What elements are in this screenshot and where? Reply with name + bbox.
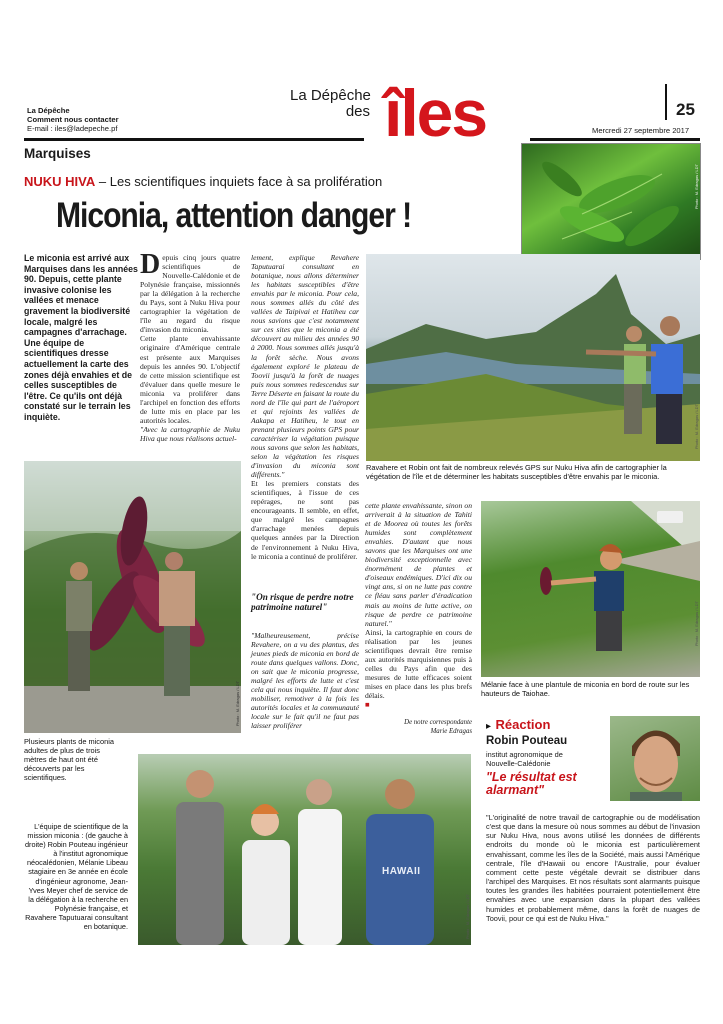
contact-title: La Dépêche [27,106,70,115]
photo-credit-team: Photo : M. Edragas / LDT [465,894,470,940]
contact-line: Comment nous contacter [27,115,119,124]
issue-date: Mercredi 27 septembre 2017 [592,126,690,135]
team-photo [138,754,471,945]
photo-credit-plants: Photo : M. Edragas / LDT [235,681,240,727]
brand-iles: îles [384,76,487,150]
plants-illustration [24,461,241,733]
caption-melanie: Mélanie face à une plantule de miconia en bord de route sur les hauteurs de Taiohae. [481,680,690,698]
section-label: Marquises [24,146,91,161]
article-col1-p3: "Avec la cartographie de Nuku Hiva que nous réalisons actuel- [140,424,240,443]
page-number-divider [665,84,667,120]
article-col-2 [251,253,359,561]
article-col3-p1: cette plante envahissante, sinon on arriverait à la situation de Tahiti et de Moorea où toutes les forêts humides sont complètement envahies. D'autant que nous savons que les Marquises ont une biodiversité exceptionnelle avec énormément de plantes et d'oiseaux endémiques. D'ici dix ou vingt ans, si on ne lutte pas contre ce fléau sans parler d'éradication mais au moins de lutte active, on risque de perdre ce patrimoine naturel." [365,501,472,628]
melanie-illustration [481,501,700,677]
team-illustration [138,754,471,945]
headline: Miconia, attention danger ! [56,196,412,235]
article-col-3 [365,501,472,709]
masthead-rule-left [24,138,364,141]
article-col-1 [140,249,240,443]
article-col2-p3: "Malheureusement, précise Revahere, on a vu des plantus, des jeunes pieds de miconia en bord de route dans quelques vallons. Donc, on sait que le miconia progresse, malgré les efforts de lutte et c'est cela qui nous inquiète. Il faut donc mobiliser, remotiver à la fois les autorités locales et la communauté locale sur le fait qu'il ne faut pas laisser proliférer [251,631,359,731]
kicker-place: NUKU HIVA [24,174,96,189]
contact-block [27,106,119,133]
dropcap: D [140,249,161,280]
byline-role: De notre correspondante [404,719,472,726]
byline-name: Marie Edragas [430,728,472,735]
brand-top: La Dépêche [290,87,371,104]
photo-credit: Photo : M. Edragas / LDT [694,164,699,210]
reaction-role: institut agronomique de Nouvelle-Calédonie [486,750,563,768]
brand-des: des [345,103,370,120]
page-number: 25 [676,100,695,119]
reaction-name: Robin Pouteau [486,735,568,747]
article-col1-p2: Cette plante envahissante originaire d'Amérique centrale est présente aux Marquises depuis les années 90. L'objectif de cette mission scientifique est d'évaluer dans quelle mesure le miconia va proliférer dans l'archipel en fonction des efforts de lutte mis en place par les autorités locales. [140,334,240,425]
article-col-2-continued [251,631,359,731]
article-subhead: "On risque de perdre notre patrimoine naturel" [251,592,354,613]
reaction-quote: "Le résultat est alarmant" [486,770,577,797]
leaf-photo [521,143,701,260]
photo-credit-landscape: Photo : M. Edragas / LDT [694,404,699,450]
caption-plants: Plusieurs plants de miconia adultes de plus de trois mètres de haut ont été découverts par les scientifiques. [24,737,114,782]
kicker-text: – Les scientifiques inquiets face à sa prolifération [98,174,383,189]
plants-photo [24,461,241,733]
kicker [24,174,382,189]
melanie-photo [481,501,700,677]
leaf-illustration [522,144,701,260]
reaction-label: Réaction [495,717,551,732]
article-col2-p2: Et les premiers constats des scientifiques, à l'issue de ces repérages, ne sont pas encourageants. Il semble, en effet, que malgré les campagnes d'arrachage menées depuis quelques années par la Direction de l'environnement à Nuku Hiva, le miconia a continué de proliférer. [251,479,359,561]
contact-email: E-mail : iles@ladepeche.pf [27,124,118,133]
reaction-text: "L'originalité de notre travail de cartographie ou de modélisation c'est que dans la mesure où nous sommes au début de l'invasion sur Nuku Hiva, nous avons utilisé les données de différents endroits du monde où le miconia est particulièrement envahissant, comme les îles de la Société, mais aussi l'Amérique centrale, l'île d'Hawaii ou encore l'Australie, pour évaluer comment cette peste végétale devrait se distribuer dans l'archipel des Marquises. Et nos résultats sont alarmants puisque toutes les grandes îles habitées pourraient potentiellement être envahies avec une expansion dans la plupart des vallées humides et probablement même, dans la forêt de nuages de Toovii, pour ce qui est de Nuku Hiva." [486,813,700,923]
brand-left [290,88,370,120]
robin-illustration [610,716,700,801]
photo-credit-melanie: Photo : M. Edragas / LDT [694,601,699,647]
shirt-text: HAWAII [382,866,421,877]
article-col1-p1: epuis cinq jours quatre scientifiques de Nouvelle-Calédonie et de Polynésie française, missionnés par la délégation à la recherche du Pays, sont à Nuku Hiva pour cartographier la végétation de l'île au regard du risque d'invasion du miconia. [140,253,240,335]
landscape-illustration [366,254,700,461]
article-col3-p2: Ainsi, la cartographie en cours de réalisation par les jeunes scientifiques devrait être remise aux autorités marquisiennes puis à celles du Pays afin que des mesures de lutte efficaces soient mises en place dans les plus brefs délais. [365,627,472,700]
robin-portrait [610,716,700,801]
reaction-header [486,716,550,734]
landscape-photo [366,254,700,461]
caption-team: L'équipe de scientifique de la mission miconia : (de gauche à droite) Robin Pouteau ingénieur à l'institut agronomique néocalédonien, Mélanie Libeau stagiaire en 3e année en école d'ingénieur agronome, Jean-Yves Meyer chef de service de la délégation à la recherche en Polynésie française, et Ravahere Taputuarai consultant en botanique. [24,822,128,932]
intro: Le miconia est arrivé aux Marquises dans les années 90. Depuis, cette plante invasive colonise les vallées et menace gravement la biodiversité locale, malgré les campagnes d'arrachage. Une équipe de scientifiques dresse actuellement la carte des zones déjà envahies et de celles susceptibles de l'être. Ce qu'ils ont déjà constaté sur le terrain les inquiète. [24,253,138,422]
caption-landscape: Ravahere et Robin ont fait de nombreux relevés GPS sur Nuku Hiva afin de cartographier la végétation de l'île et de déterminer les habitats susceptibles d'être envahis par le miconia. [366,463,667,481]
end-mark: ■ [365,700,370,710]
article-col2-p1: lement, explique Revahere Taputuarai consultant en botanique, nous allons déterminer les habitats susceptibles d'être envahis par le miconia. Pour cela, nous sommes allés du côté des vallées de Taipivai et Hatiheu car nous savions que c'est notamment sur ces sites que le miconia a été découvert au milieu des années 90 à 2000. Nous sommes allés jusqu'à la forêt sèche. Nous avons également exploré le plateau de Toovii jusqu'à la forêt de nuages puis nous sommes redescendus sur Terre Déserte en faisant la route du nord de l'île qui part de l'aéroport et qui rejoints les vallées de Aakapa et Hatiheu, le tout en prenant plusieurs points GPS pour caractériser la végétation puisque nous savons que selon les habitats, selon la végétation les risques d'invasion du miconia sont différents." [251,253,359,480]
masthead-rule-right [530,138,700,141]
reaction-arrow-icon: ▸ [486,721,492,732]
byline [365,718,472,736]
